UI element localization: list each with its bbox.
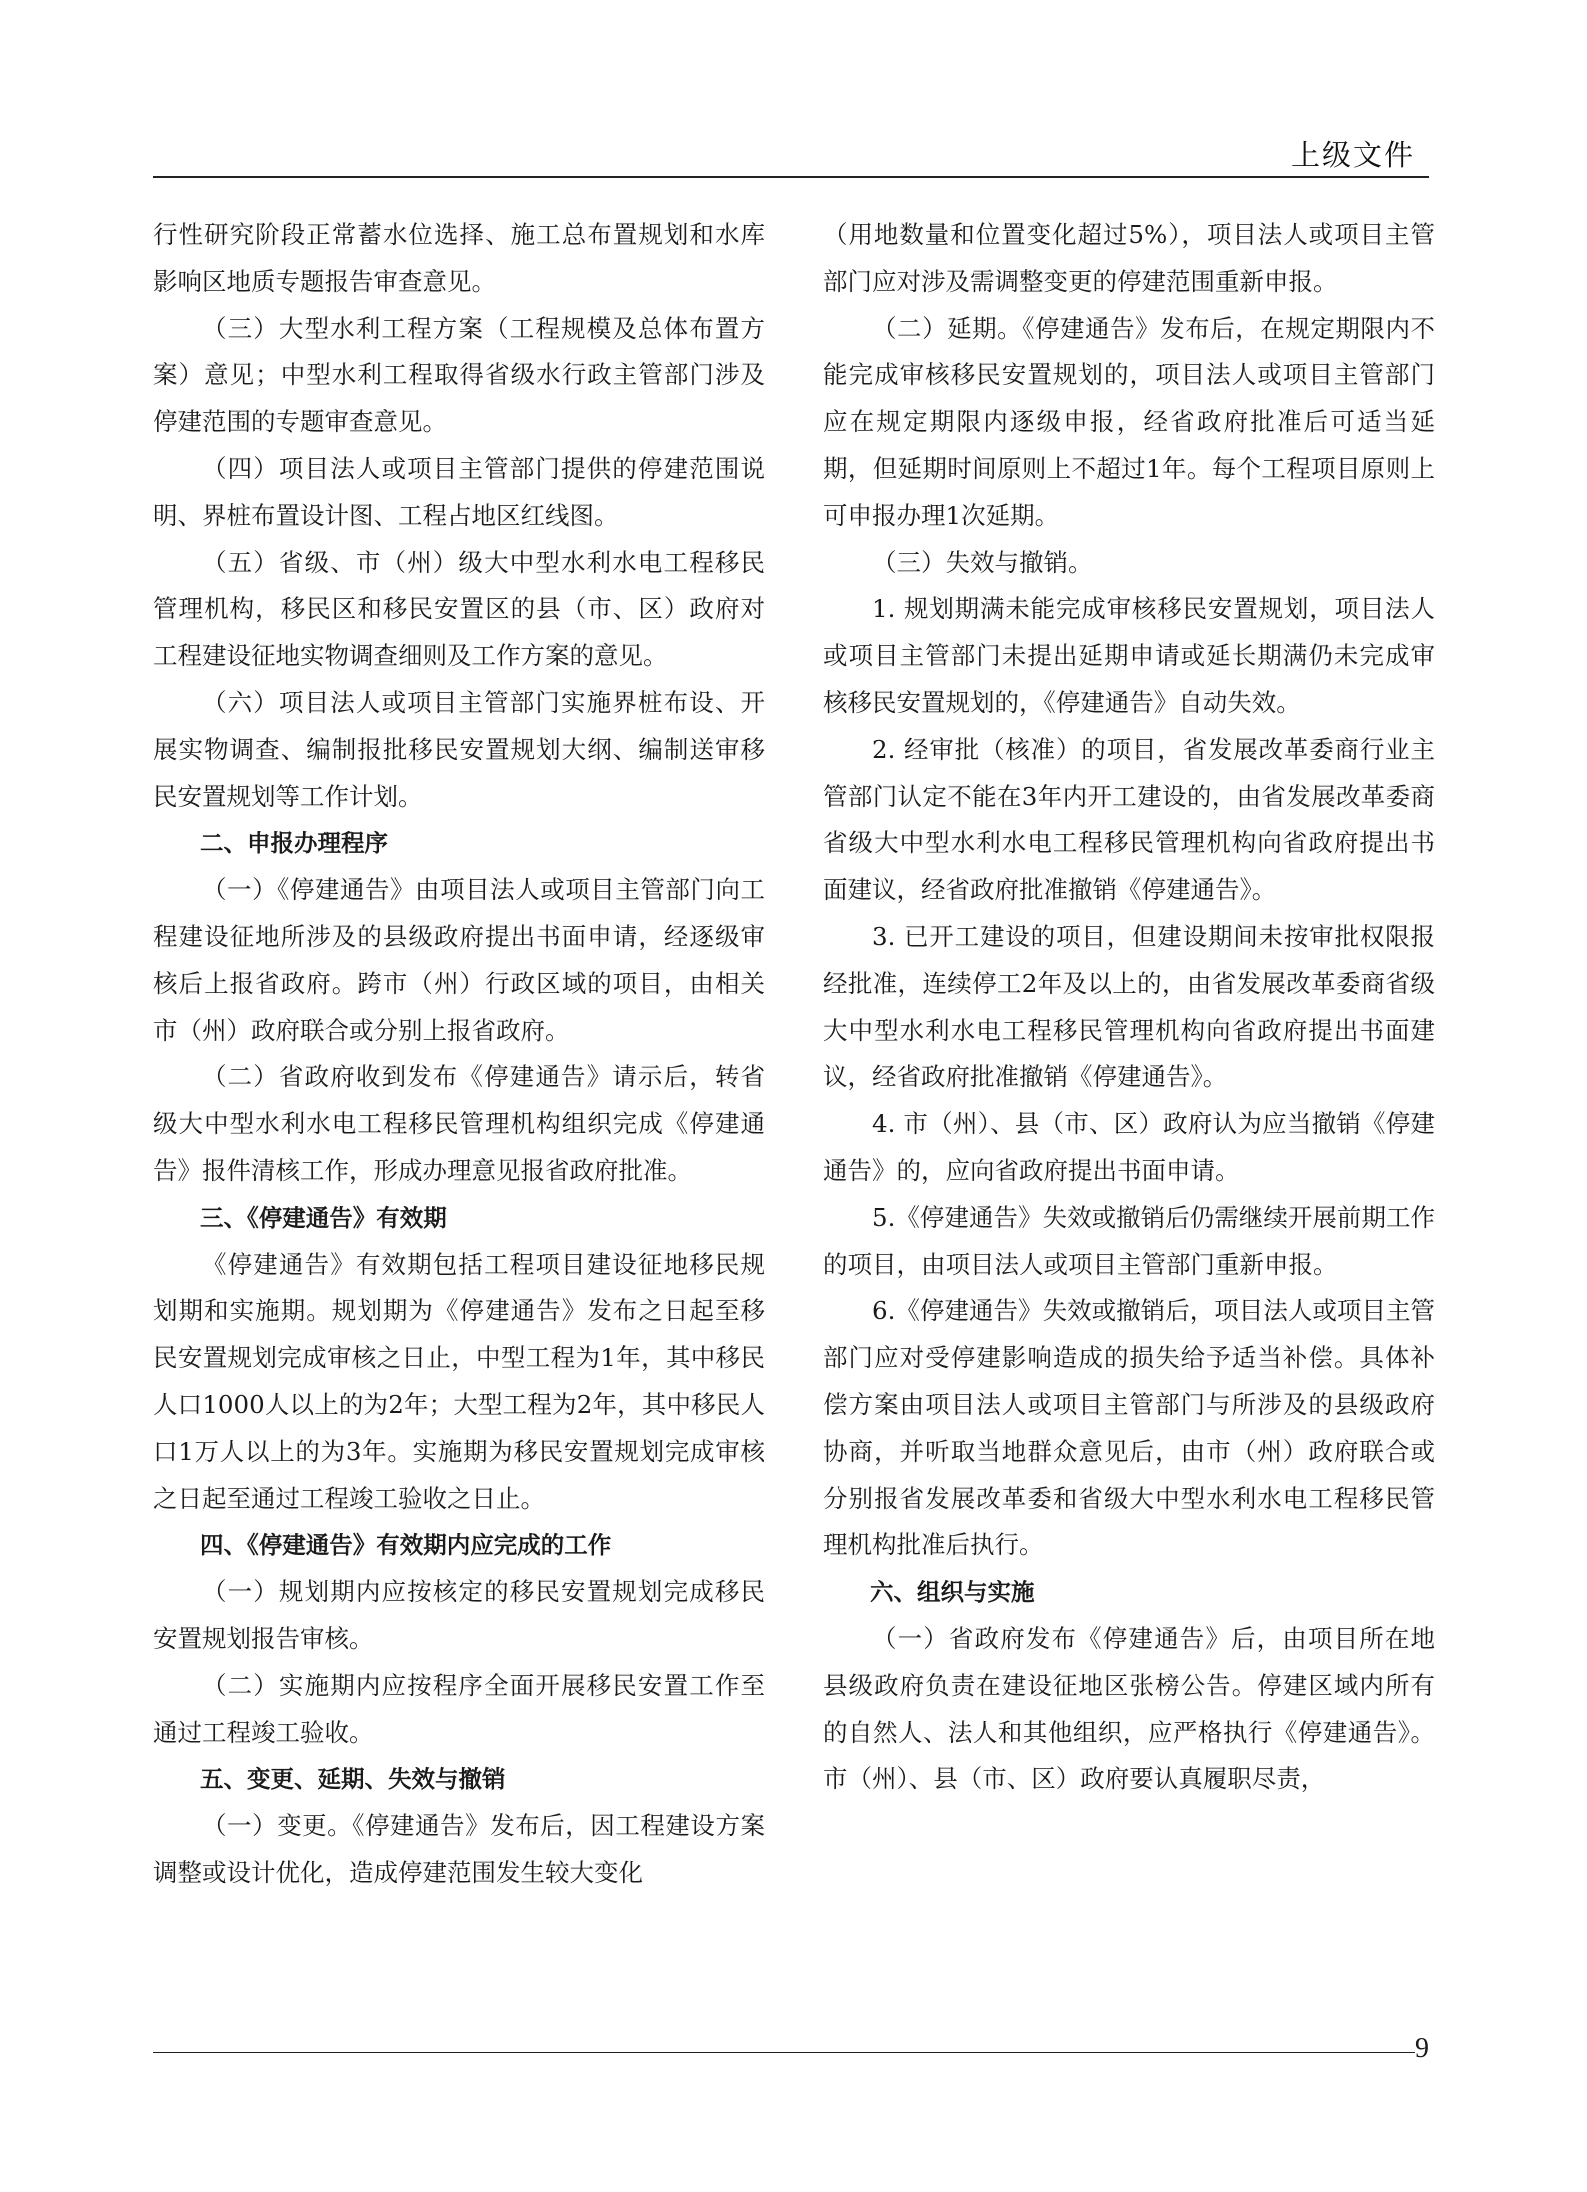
header-divider <box>153 176 1429 178</box>
paragraph: 《停建通告》有效期包括工程项目建设征地移民规划期和实施期。规划期为《停建通告》发布之日起至移民安置规划完成审核之日止，中型工程为1年，其中移民人口1000人以上的为2年；大型工程为2年，其中移民人口1万人以上的为3年。实施期为移民安置规划完成审核之日起至通过工程竣工验收之日止。 <box>153 1249 765 1513</box>
paragraph: （四）项目法人或项目主管部门提供的停建范围说明、界桩布置设计图、工程占地区红线图。 <box>153 453 765 530</box>
paragraph: 4. 市（州）、县（市、区）政府认为应当撤销《停建通告》的，应向省政府提出书面申请。 <box>823 1109 1435 1185</box>
paragraph: （一）省政府发布《停建通告》后，由项目所在地县级政府负责在建设征地区张榜公告。停建区域内所有的自然人、法人和其他组织，应严格执行《停建通告》。市（州）、县（市、区）政府要认真履职尽责， <box>823 1623 1435 1794</box>
paragraph: 6.《停建通告》失效或撤销后，项目法人或项目主管部门应对受停建影响造成的损失给予适当补偿。具体补偿方案由项目法人或项目主管部门与所涉及的县级政府协商，并听取当地群众意见后，由市（州）政府联合或分别报省发展改革委和省级大中型水利水电工程移民管理机构批准后执行。 <box>823 1296 1435 1560</box>
left-column <box>153 212 765 1897</box>
section-heading: 三、《停建通告》有效期 <box>200 1203 447 1232</box>
section-header-title: 上级文件 <box>1290 138 1415 172</box>
paragraph: 2. 经审批（核准）的项目，省发展改革委商行业主管部门认定不能在3年内开工建设的，由省发展改革委商省级大中型水利水电工程移民管理机构向省政府提出书面建议，经省政府批准撤销《停建通告》。 <box>823 734 1435 905</box>
right-column <box>823 212 1435 1803</box>
paragraph: 5.《停建通告》失效或撤销后仍需继续开展前期工作的项目，由项目法人或项目主管部门重新申报。 <box>823 1202 1435 1279</box>
section-heading: 六、组织与实施 <box>870 1578 1035 1607</box>
page-number: 9 <box>1415 2033 1429 2064</box>
footer-divider <box>153 2052 1415 2053</box>
section-heading: 四、《停建通告》有效期内应完成的工作 <box>200 1531 612 1560</box>
paragraph: （三）大型水利工程方案（工程规模及总体布置方案）意见；中型水利工程取得省级水行政主管部门涉及停建范围的专题审查意见。 <box>153 313 765 437</box>
paragraph: （三）失效与撤销。 <box>872 547 1093 577</box>
paragraph: （二）延期。《停建通告》发布后，在规定期限内不能完成审核移民安置规划的，项目法人或项目主管部门应在规定期限内逐级申报，经省政府批准后可适当延期，但延期时间原则上不超过1年。每个工程项目原则上可申报办理1次延期。 <box>823 313 1435 530</box>
section-heading: 二、申报办理程序 <box>200 829 388 858</box>
paragraph: 行性研究阶段正常蓄水位选择、施工总布置规划和水库影响区地质专题报告审查意见。 <box>153 220 765 296</box>
paragraph: （二）省政府收到发布《停建通告》请示后，转省级大中型水利水电工程移民管理机构组织完成《停建通告》报件清核工作，形成办理意见报省政府批准。 <box>153 1062 765 1185</box>
paragraph: （一）规划期内应按核定的移民安置规划完成移民安置规划报告审核。 <box>153 1577 765 1653</box>
paragraph: （五）省级、市（州）级大中型水利水电工程移民管理机构，移民区和移民安置区的县（市、区）政府对工程建设征地实物调查细则及工作方案的意见。 <box>153 547 765 671</box>
paragraph: （六）项目法人或项目主管部门实施界桩布设、开展实物调查、编制报批移民安置规划大纲、编制送审移民安置规划等工作计划。 <box>153 687 765 811</box>
paragraph: 3. 已开工建设的项目，但建设期间未按审批权限报经批准，连续停工2年及以上的，由省发展改革委商省级大中型水利水电工程移民管理机构向省政府提出书面建议，经省政府批准撤销《停建通告》。 <box>823 921 1435 1092</box>
paragraph: （一）《停建通告》由项目法人或项目主管部门向工程建设征地所涉及的县级政府提出书面申请，经逐级审核后上报省政府。跨市（州）行政区域的项目，由相关市（州）政府联合或分别上报省政府。 <box>153 875 765 1045</box>
paragraph: （二）实施期内应按程序全面开展移民安置工作至通过工程竣工验收。 <box>153 1670 765 1747</box>
paragraph: 1. 规划期满未能完成审核移民安置规划，项目法人或项目主管部门未提出延期申请或延长期满仍未完成审核移民安置规划的，《停建通告》自动失效。 <box>823 594 1435 717</box>
paragraph: （一）变更。《停建通告》发布后，因工程建设方案调整或设计优化，造成停建范围发生较大变化 <box>153 1811 765 1887</box>
section-heading: 五、变更、延期、失效与撤销 <box>200 1765 506 1794</box>
paragraph: （用地数量和位置变化超过5%），项目法人或项目主管部门应对涉及需调整变更的停建范围重新申报。 <box>823 220 1435 296</box>
